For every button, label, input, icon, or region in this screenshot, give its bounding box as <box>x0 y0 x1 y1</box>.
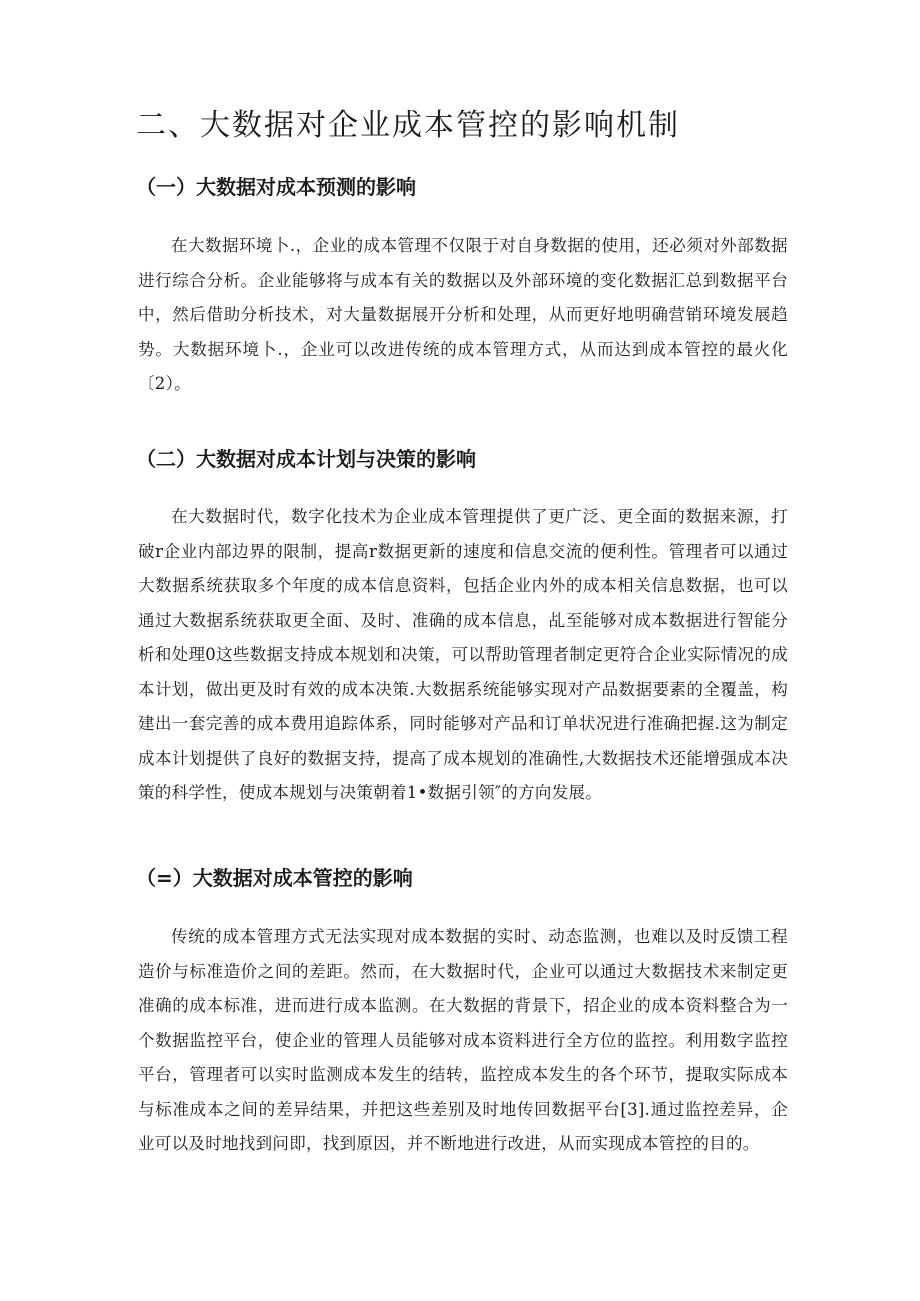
paragraph-cost-control: 传统的成本管理方式无法实现对成本数据的实时、动态监测，也难以及时反馈工程造价与标准造价之间的差距。然而，在大数据时代，企业可以通过大数据技术来制定更准确的成本标准，进而进行成本监测。在大数据的背景下，招企业的成本资料整合为一个数据监控平台，使企业的管理人员能够对成本资料进行全方位的监控。利用数字监控平台，管理者可以实时监测成本发生的结转，监控成本发生的各个环节，提取实际成本与标准成本之间的差异结果，并把这些差别及时地传回数据平台[3].通过监控差异，企业可以及时地找到问即，找到原因，并不断地进行改进，从而实现成本管控的目的。 <box>138 927 788 1153</box>
subsection-heading-cost-control: （=）大数据对成本管控的影响 <box>136 866 413 890</box>
section-title: 二、大数据对企业成本管控的影响机制 <box>136 108 680 143</box>
paragraph-cost-forecast: 在大数据环境卜.，企业的成本管理不仅限于对自身数据的使用，还必须对外部数据进行综合分析。企业能够将与成本有关的数据以及外部环境的变化数据汇总到数据平台中，然后借助分析技术，对大量数据展开分析和处理，从而更好地明确营销环境发展趋势。大数据环境卜.，企业可以改进传统的成本管理方式，从而达到成本管控的最火化〔2）。 <box>138 236 788 393</box>
paragraph-cost-planning: 在大数据时代，数字化技术为企业成本管理提供了更广泛、更全面的数据来源，打破r企业内部边界的限制，提高r数据更新的速度和信息交流的便利性。管理者可以通过大数据系统获取多个年度的成本信息资料，包括企业内外的成本相关信息数据，也可以通过大数据系统获取更全面、及时、准确的成本信息，乩至能够对成本数据进行智能分析和处理0这些数据支持成本规划和决策，可以帮助管理者制定更符合企业实际情况的成本计划，做出更及时有效的成本决策.大数据系统能够实现对产品数据要素的全覆盖，构建出一套完善的成本费用追踪体系，同时能够对产品和订单状况进行准确把握.这为制定成本计划提供了良好的数据支持，提高了成本规划的准确性,大数据技术还能增强成本决策的科学性，使成本规划与决策朝着1•数据引领″的方向发展。 <box>138 507 788 802</box>
subsection-heading-cost-forecast: （一）大数据对成本预测的影响 <box>136 175 416 199</box>
subsection-heading-cost-planning: （二）大数据对成本计划与决策的影响 <box>136 447 476 471</box>
